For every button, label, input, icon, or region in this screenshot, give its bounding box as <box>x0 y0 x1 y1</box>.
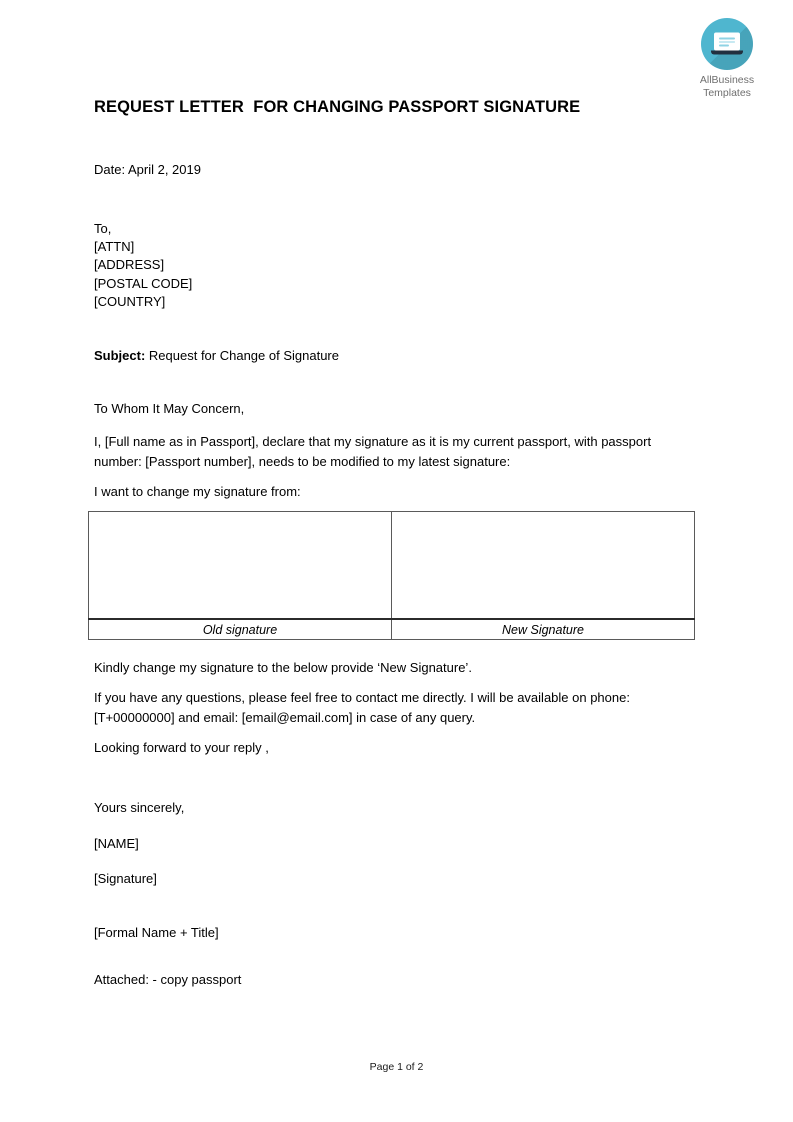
name-placeholder: [NAME] <box>94 836 139 851</box>
subject-line <box>94 346 339 366</box>
laptop-text-line <box>719 38 735 40</box>
signature-placeholder: [Signature] <box>94 871 157 886</box>
new-signature-box[interactable] <box>392 512 695 620</box>
closing-line: Yours sincerely, <box>94 800 185 815</box>
recipient-attn: [ATTN] <box>94 239 135 255</box>
table-row-signature-boxes <box>89 512 695 620</box>
looking-forward-line: Looking forward to your reply , <box>94 740 269 755</box>
brand-name <box>681 74 773 100</box>
kindly-change-line: Kindly change my signature to the below provide ‘New Signature’. <box>94 660 472 675</box>
salutation: To Whom It May Concern, <box>94 401 245 416</box>
page-title: REQUEST LETTER FOR CHANGING PASSPORT SIGNATURE <box>94 98 581 116</box>
laptop-text-line <box>719 45 729 47</box>
recipient-country: [COUNTRY] <box>94 293 166 309</box>
new-signature-label: New Signature <box>392 619 695 640</box>
recipient-postal-code: [POSTAL CODE] <box>94 275 193 291</box>
subject-value: Request for Change of Signature <box>145 348 339 363</box>
old-signature-label: Old signature <box>89 619 392 640</box>
attachments-line: Attached: - copy passport <box>94 972 242 987</box>
recipient-address: [ADDRESS] <box>94 257 165 273</box>
date-line: Date: April 2, 2019 <box>94 162 201 177</box>
brand-name-line1: AllBusiness <box>699 74 755 86</box>
brand-name-line2: Templates <box>703 87 751 99</box>
page-footer <box>0 1061 793 1073</box>
laptop-text-line <box>719 41 735 43</box>
laptop-base <box>711 51 743 55</box>
page-indicator: Page 1 of 2 <box>369 1061 424 1073</box>
recipient-to: To, <box>94 221 112 236</box>
subject-label: Subject: <box>94 348 146 363</box>
laptop-glyph <box>711 33 743 55</box>
laptop-screen <box>714 33 740 51</box>
recipient-address-block <box>94 220 192 311</box>
declaration-paragraph: I, [Full name as in Passport], declare that my signature as it is my current passport, with passport number: [Passport number], needs to be modified to my latest signature: <box>94 434 652 469</box>
formal-name-title: [Formal Name + Title] <box>94 925 219 940</box>
signature-comparison-table <box>88 511 695 640</box>
questions-paragraph: If you have any questions, please feel free to contact me directly. I will be available on phone: [T+00000000] and email: [email@email.com] in case of any query. <box>94 690 630 725</box>
old-signature-box[interactable] <box>89 512 392 620</box>
laptop-icon <box>701 18 753 70</box>
table-row-labels <box>89 619 695 640</box>
brand-logo <box>681 18 773 100</box>
change-intro-line: I want to change my signature from: <box>94 484 301 499</box>
